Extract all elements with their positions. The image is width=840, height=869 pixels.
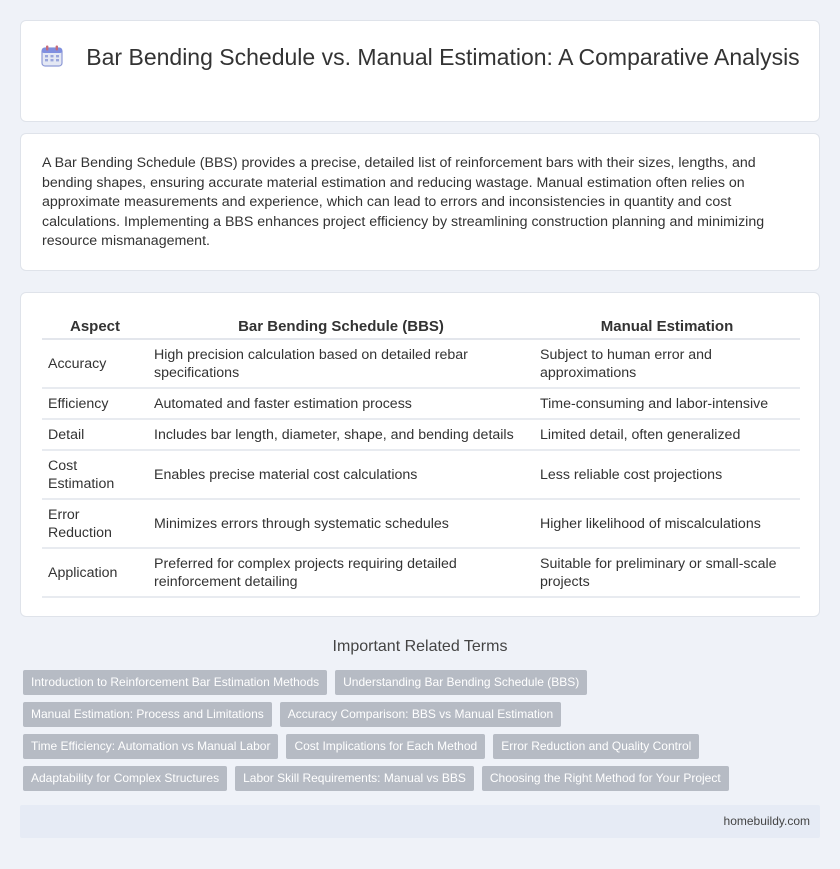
cell-aspect: Error Reduction	[42, 499, 148, 548]
table-row	[42, 339, 800, 388]
header-manual: Manual Estimation	[534, 315, 800, 339]
cell-bbs: High precision calculation based on detailed rebar specifications	[148, 339, 534, 388]
comparison-table	[42, 315, 800, 598]
tag-row	[23, 766, 823, 798]
page-title-wrap	[21, 43, 819, 72]
related-term-tag[interactable]: Cost Implications for Each Method	[286, 734, 485, 759]
related-term-tag[interactable]: Understanding Bar Bending Schedule (BBS)	[335, 670, 587, 695]
related-term-tag[interactable]: Accuracy Comparison: BBS vs Manual Estimation	[280, 702, 561, 727]
cell-aspect: Detail	[42, 419, 148, 450]
related-term-tag[interactable]: Labor Skill Requirements: Manual vs BBS	[235, 766, 474, 791]
cell-manual: Time-consuming and labor-intensive	[534, 388, 800, 419]
tag-row	[23, 702, 823, 734]
cell-bbs: Automated and faster estimation process	[148, 388, 534, 419]
related-terms-list	[23, 670, 823, 798]
table-row	[42, 419, 800, 450]
cell-aspect: Accuracy	[42, 339, 148, 388]
intro-paragraph: A Bar Bending Schedule (BBS) provides a precise, detailed list of reinforcement bars with their sizes, lengths, and bending shapes, ensuring accurate material estimation and reducing wastage. Manual estimation often relies on approximate measurements and experience, which can lead to errors and inconsistencies in quantity and cost calculations. Implementing a BBS enhances project efficiency by streamlining construction planning and minimizing resource mismanagement.	[42, 155, 765, 250]
table-row	[42, 499, 800, 548]
intro-card	[20, 133, 820, 271]
comparison-card	[20, 292, 820, 617]
title-card	[20, 20, 820, 122]
table-row	[42, 450, 800, 499]
related-term-tag[interactable]: Error Reduction and Quality Control	[493, 734, 699, 759]
cell-manual: Less reliable cost projections	[534, 450, 800, 499]
cell-aspect: Cost Estimation	[42, 450, 148, 499]
cell-aspect: Application	[42, 548, 148, 597]
table-row	[42, 548, 800, 597]
tag-row	[23, 734, 823, 766]
table-header-row	[42, 315, 800, 339]
related-term-tag[interactable]: Manual Estimation: Process and Limitations	[23, 702, 272, 727]
cell-bbs: Preferred for complex projects requiring detailed reinforcement detailing	[148, 548, 534, 597]
page-title: Bar Bending Schedule vs. Manual Estimation: A Comparative Analysis	[86, 44, 800, 70]
related-term-tag[interactable]: Adaptability for Complex Structures	[23, 766, 227, 791]
cell-manual: Suitable for preliminary or small-scale projects	[534, 548, 800, 597]
cell-manual: Higher likelihood of miscalculations	[534, 499, 800, 548]
table-row	[42, 388, 800, 419]
cell-bbs: Enables precise material cost calculations	[148, 450, 534, 499]
calendar-icon	[40, 44, 64, 68]
header-aspect: Aspect	[42, 315, 148, 339]
cell-bbs: Minimizes errors through systematic schedules	[148, 499, 534, 548]
cell-aspect: Efficiency	[42, 388, 148, 419]
footer-site-link[interactable]: homebuildy.com	[723, 814, 810, 828]
tag-row	[23, 670, 823, 702]
header-bbs: Bar Bending Schedule (BBS)	[148, 315, 534, 339]
cell-bbs: Includes bar length, diameter, shape, and bending details	[148, 419, 534, 450]
related-terms-title: Important Related Terms	[332, 638, 508, 655]
cell-manual: Limited detail, often generalized	[534, 419, 800, 450]
related-term-tag[interactable]: Time Efficiency: Automation vs Manual Labor	[23, 734, 278, 759]
cell-manual: Subject to human error and approximations	[534, 339, 800, 388]
footer	[20, 805, 820, 838]
related-term-tag[interactable]: Introduction to Reinforcement Bar Estimation Methods	[23, 670, 327, 695]
related-term-tag[interactable]: Choosing the Right Method for Your Project	[482, 766, 729, 791]
